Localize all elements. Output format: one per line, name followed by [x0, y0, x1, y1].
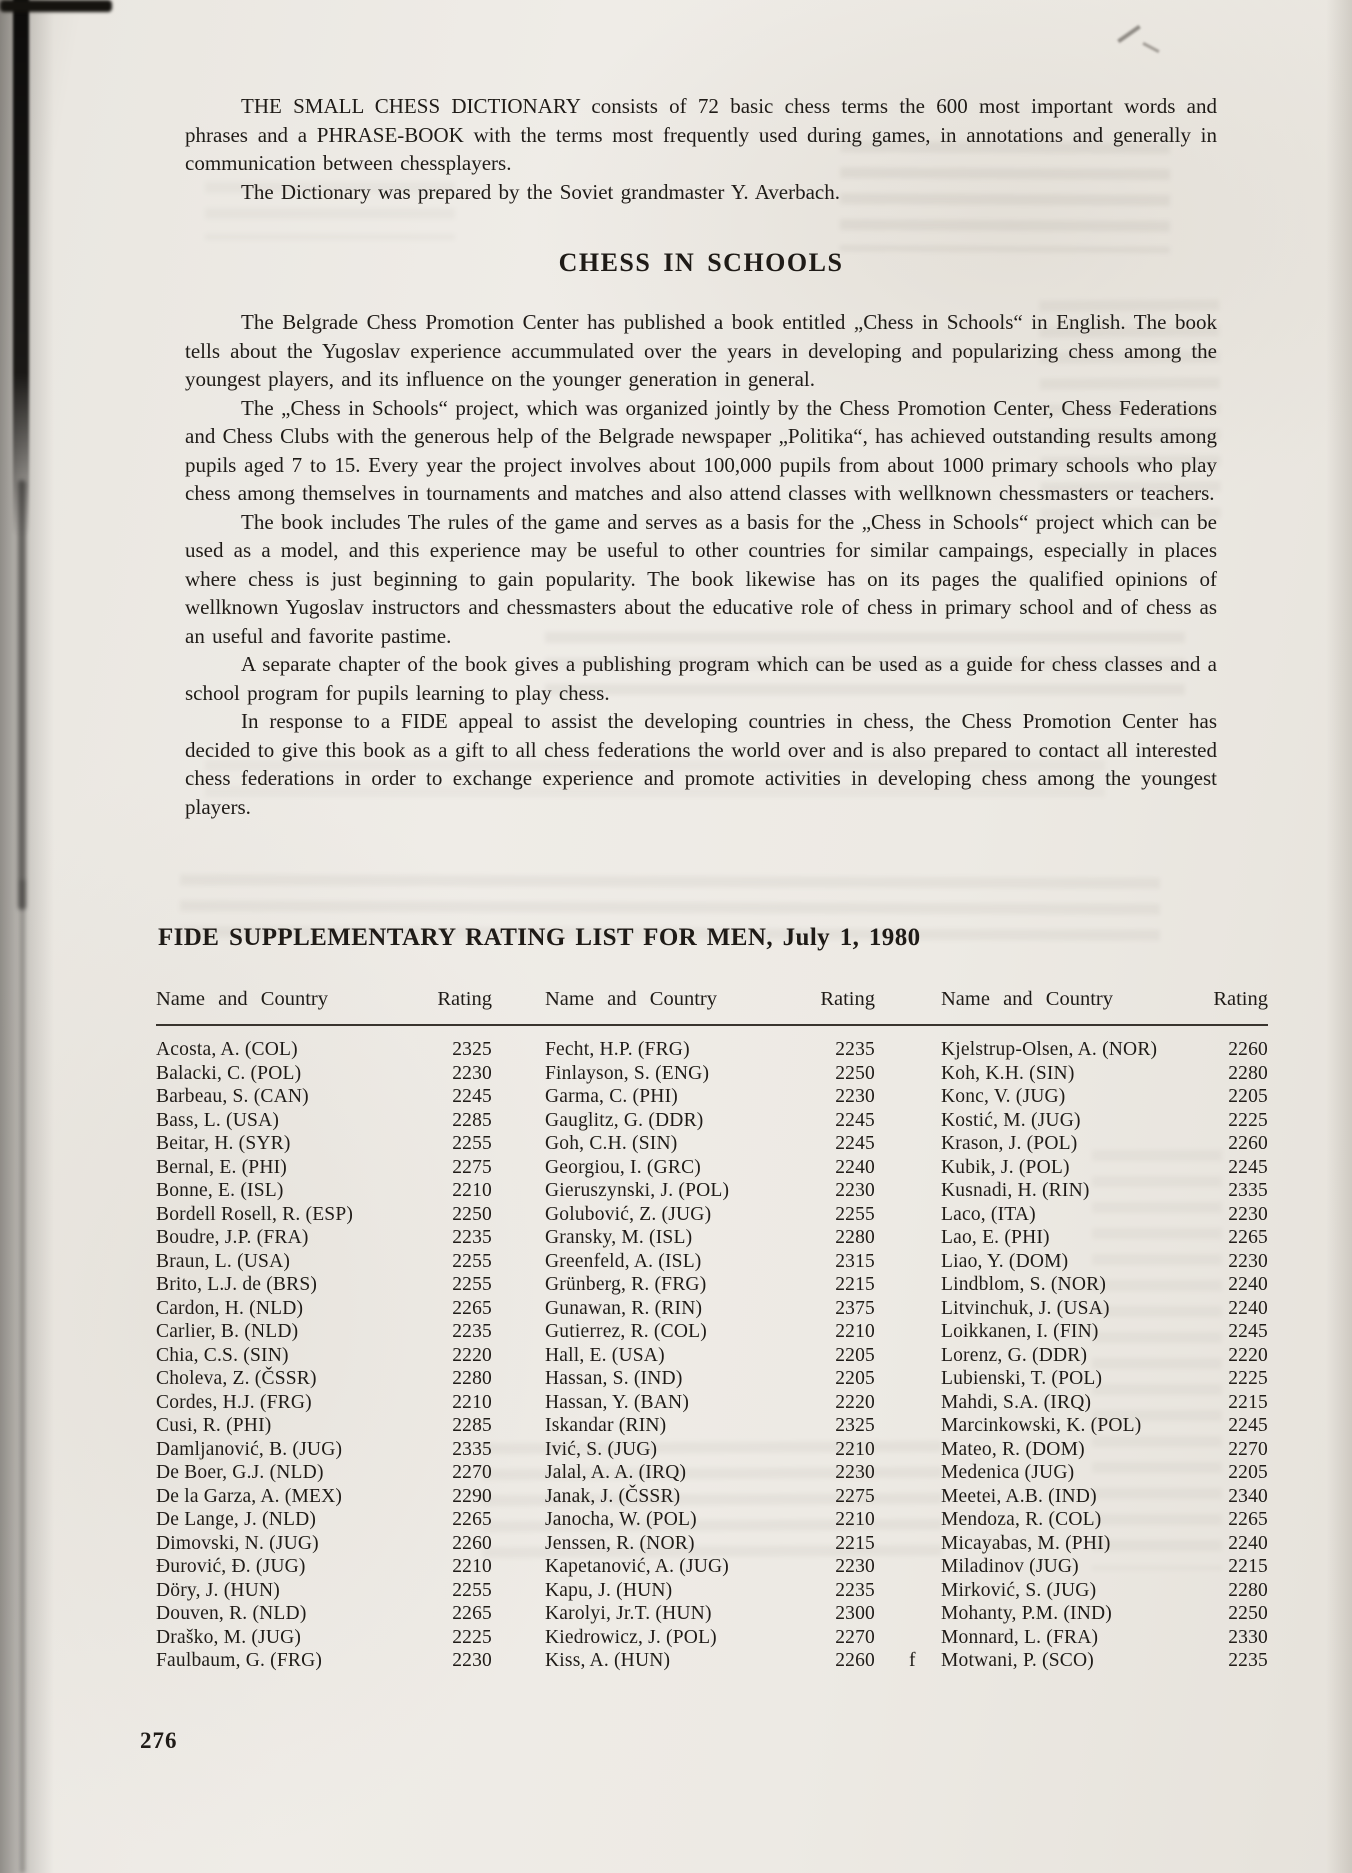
article-paragraph: The „Chess in Schools“ project, which was organized jointly by the Chess Promotion Center, Chess Federations and Chess Clubs with the generous help of the Belgrade newspaper „Politika“, has achieved outstanding results among pupils aged 7 to 15. Every year the project involves about 100,000 pupils from about 1000 primary schools who play chess among themselves in tournaments and matches and also attend classes with wellknown chessmasters or teachers. — [185, 395, 1217, 505]
player-name-country: Konc, V. (JUG) — [941, 1086, 1066, 1107]
intro-block — [185, 92, 1217, 206]
player-name-country: De la Garza, A. (MEX) — [156, 1485, 343, 1507]
table-row — [941, 1085, 1268, 1109]
player-name-country: Lindblom, S. (NOR) — [941, 1274, 1107, 1295]
player-rating: 2255 — [452, 1579, 492, 1601]
table-row — [156, 1391, 492, 1415]
player-rating: 2285 — [452, 1415, 492, 1436]
player-name-country: De Lange, J. (NLD) — [156, 1509, 317, 1530]
player-name-country: Carlier, B. (NLD) — [156, 1321, 299, 1342]
table-row — [941, 1555, 1268, 1579]
player-name-country: Kapetanović, A. (JUG) — [545, 1556, 729, 1577]
player-name-country: Finlayson, S. (ENG) — [545, 1062, 710, 1084]
intro-paragraph-2: The Dictionary was prepared by the Soviet grandmaster Y. Averbach. — [241, 179, 841, 204]
player-rating: 2280 — [1228, 1062, 1268, 1084]
player-rating: 2275 — [835, 1485, 875, 1507]
player-name-country: Garma, C. (PHI) — [545, 1086, 678, 1107]
table-row — [545, 1626, 875, 1650]
player-name-country: Hall, E. (USA) — [545, 1344, 665, 1366]
table-row — [156, 1414, 492, 1438]
header-rating: Rating — [820, 988, 875, 1010]
player-rating: 2255 — [452, 1133, 492, 1154]
player-name-country: Gutierrez, R. (COL) — [545, 1321, 707, 1342]
player-rating: 2280 — [452, 1368, 492, 1389]
player-name-country: Goh, C.H. (SIN) — [545, 1133, 678, 1154]
intro-paragraph-1: THE SMALL CHESS DICTIONARY consists of 72 basic chess terms the 600 most important words and phrases and a PHRASE-BOOK with the terms most frequently used during games, in annotations and generally in communication between chessplayers. — [185, 94, 1217, 175]
table-row — [156, 1555, 492, 1579]
player-name-country: Lubienski, T. (POL) — [941, 1368, 1103, 1389]
player-name-country: Georgiou, I. (GRC) — [545, 1156, 701, 1178]
player-title-prefix: f — [909, 1650, 916, 1671]
table-row — [941, 1508, 1268, 1532]
player-name-country: Faulbaum, G. (FRG) — [156, 1650, 323, 1671]
player-name-country: Bonne, E. (ISL) — [156, 1180, 284, 1201]
table-row — [545, 1320, 875, 1344]
player-rating: 2250 — [1228, 1603, 1268, 1624]
player-name-country: De Boer, G.J. (NLD) — [156, 1462, 324, 1483]
player-rating: 2210 — [452, 1556, 492, 1577]
table-row — [156, 1367, 492, 1391]
player-name-country: Litvinchuk, J. (USA) — [941, 1297, 1110, 1319]
player-rating: 2230 — [452, 1062, 492, 1084]
player-name-country: Balacki, C. (POL) — [156, 1062, 302, 1084]
binding-streak — [13, 0, 29, 537]
article-paragraph: The book includes The rules of the game and serves as a basis for the „Chess in Schools“ project which can be used as a model, and this experience may be useful to other countries for similar campaings, especially in places where chess is just beginning to gain popularity. The book likewise has on its pages the qualified opinions of wellknown Yugoslav instructors and chessmasters about the educative role of chess in primary school and of chess as an useful and favorite pastime. — [185, 509, 1217, 648]
scan-corner-mark — [0, 0, 112, 12]
player-name-country: Kapu, J. (HUN) — [545, 1579, 673, 1601]
table-row — [941, 1273, 1268, 1297]
player-name-country: Jenssen, R. (NOR) — [545, 1532, 695, 1554]
article-paragraph: In response to a FIDE appeal to assist the developing countries in chess, the Chess Promotion Center has decided to give this book as a gift to all chess federations the world over and is also prepared to contact all interested chess federations in order to exchange experience and promote activities in developing chess among the youngest players. — [185, 709, 1217, 819]
player-name-country: Gunawan, R. (RIN) — [545, 1297, 703, 1319]
player-rating: 2230 — [1228, 1250, 1268, 1272]
table-row — [941, 1391, 1268, 1415]
player-rating: 2265 — [1228, 1227, 1268, 1248]
table-row — [545, 1438, 875, 1462]
table-row — [941, 1485, 1268, 1509]
table-row — [545, 1109, 875, 1133]
table-row — [545, 1062, 875, 1086]
player-name-country: Kiss, A. (HUN) — [545, 1650, 671, 1671]
player-rating: 2230 — [835, 1462, 875, 1483]
table-row — [156, 1461, 492, 1485]
binding-streak — [18, 480, 26, 910]
player-name-country: Motwani, P. (SCO) — [941, 1650, 1094, 1671]
player-rating: 2245 — [1228, 1321, 1268, 1342]
player-rating: 2245 — [452, 1086, 492, 1107]
player-rating: 2260 — [452, 1532, 492, 1554]
player-name-country: Hassan, Y. (BAN) — [545, 1391, 690, 1413]
table-row — [941, 1602, 1268, 1626]
player-name-country: Karolyi, Jr.T. (HUN) — [545, 1603, 712, 1624]
table-row — [156, 1203, 492, 1227]
table-row — [941, 1438, 1268, 1462]
player-rating: 2205 — [1228, 1086, 1268, 1107]
table-row — [156, 1579, 492, 1603]
table-row — [941, 1038, 1268, 1062]
player-name-country: Gransky, M. (ISL) — [545, 1227, 693, 1248]
player-name-country: Lorenz, G. (DDR) — [941, 1344, 1088, 1366]
article-paragraph: The Belgrade Chess Promotion Center has published a book entitled „Chess in Schools“ in English. The book tells about the Yugoslav experience accummulated over the years in developing and popularizing chess among the youngest players, and its influence on the younger generation in general. — [185, 310, 1217, 391]
player-rating: 2225 — [1228, 1368, 1268, 1389]
table-row — [156, 1085, 492, 1109]
table-row — [156, 1062, 492, 1086]
player-rating: 2220 — [1228, 1344, 1268, 1366]
table-row — [941, 1297, 1268, 1321]
player-rating: 2335 — [1228, 1180, 1268, 1201]
table-row — [156, 1626, 492, 1650]
player-rating: 2270 — [1228, 1438, 1268, 1460]
player-rating: 2340 — [1228, 1485, 1268, 1507]
player-rating: 2230 — [835, 1556, 875, 1577]
table-row — [545, 1344, 875, 1368]
table-row — [156, 1132, 492, 1156]
player-name-country: Janak, J. (ČSSR) — [545, 1485, 681, 1507]
rating-table-column-2 — [545, 988, 875, 1673]
table-row — [156, 1250, 492, 1274]
player-name-country: Ivić, S. (JUG) — [545, 1438, 658, 1460]
player-rating: 2260 — [1228, 1133, 1268, 1154]
player-name-country: Medenica (JUG) — [941, 1462, 1075, 1483]
table-row — [941, 1320, 1268, 1344]
player-rating: 2240 — [1228, 1297, 1268, 1319]
player-name-country: Liao, Y. (DOM) — [941, 1250, 1069, 1272]
table-row — [156, 1156, 492, 1180]
table-row — [545, 1226, 875, 1250]
player-rating: 2375 — [835, 1297, 875, 1319]
player-name-country: Mendoza, R. (COL) — [941, 1509, 1102, 1530]
player-rating: 2275 — [452, 1156, 492, 1178]
player-rating: 2240 — [1228, 1274, 1268, 1295]
table-row — [156, 1038, 492, 1062]
player-name-country: Chia, C.S. (SIN) — [156, 1344, 289, 1366]
player-rating: 2290 — [452, 1485, 492, 1507]
player-name-country: Draško, M. (JUG) — [156, 1626, 302, 1648]
player-rating: 2210 — [835, 1438, 875, 1460]
player-name-country: Dimovski, N. (JUG) — [156, 1532, 319, 1554]
player-rating: 2235 — [835, 1039, 875, 1060]
player-name-country: Laco, (ITA) — [941, 1203, 1036, 1225]
table-row — [545, 1203, 875, 1227]
player-rating: 2270 — [835, 1626, 875, 1648]
player-rating: 2215 — [835, 1532, 875, 1554]
page-edge-shadow — [1326, 0, 1352, 1873]
table-row — [156, 1297, 492, 1321]
player-name-country: Cordes, H.J. (FRG) — [156, 1391, 312, 1413]
table-row — [545, 1485, 875, 1509]
player-rating: 2265 — [452, 1297, 492, 1319]
table-row — [545, 1038, 875, 1062]
player-rating: 2255 — [452, 1274, 492, 1295]
player-name-country: Hassan, S. (IND) — [545, 1368, 683, 1389]
pen-mark — [1142, 42, 1159, 53]
player-rating: 2230 — [452, 1650, 492, 1671]
player-rating: 2210 — [835, 1509, 875, 1530]
player-name-country: Damljanović, B. (JUG) — [156, 1438, 343, 1460]
player-rating: 2255 — [452, 1250, 492, 1272]
player-rating: 2225 — [1228, 1109, 1268, 1131]
player-rating: 2245 — [835, 1133, 875, 1154]
player-rating: 2210 — [835, 1321, 875, 1342]
table-row — [156, 1273, 492, 1297]
table-row — [941, 1203, 1268, 1227]
player-rating: 2280 — [835, 1227, 875, 1248]
table-row — [545, 1085, 875, 1109]
player-rating: 2260 — [835, 1650, 875, 1671]
player-rating: 2265 — [1228, 1509, 1268, 1530]
header-name-country: Name and Country — [941, 988, 1113, 1010]
table-header-rule — [156, 1024, 1268, 1026]
player-name-country: Mohanty, P.M. (IND) — [941, 1603, 1112, 1624]
table-row — [545, 1391, 875, 1415]
player-name-country: Gieruszynski, J. (POL) — [545, 1180, 730, 1201]
rating-list-title: FIDE SUPPLEMENTARY RATING LIST FOR MEN, July 1, 1980 — [158, 924, 921, 951]
player-name-country: Golubović, Z. (JUG) — [545, 1203, 712, 1225]
player-rating: 2205 — [835, 1368, 875, 1389]
player-name-country: Mateo, R. (DOM) — [941, 1438, 1085, 1460]
player-rating: 2230 — [835, 1086, 875, 1107]
player-rating: 2205 — [835, 1344, 875, 1366]
binding-streak — [20, 880, 25, 1873]
table-row — [545, 1508, 875, 1532]
rating-table-column-1 — [156, 988, 492, 1673]
player-name-country: Barbeau, S. (CAN) — [156, 1086, 309, 1107]
table-row — [545, 1156, 875, 1180]
player-name-country: Monnard, L. (FRA) — [941, 1626, 1099, 1648]
table-row — [156, 1226, 492, 1250]
player-rating: 2230 — [1228, 1203, 1268, 1225]
player-rating: 2260 — [1228, 1039, 1268, 1060]
player-rating: 2235 — [452, 1321, 492, 1342]
article-body — [185, 308, 1217, 821]
player-name-country: Fecht, H.P. (FRG) — [545, 1039, 690, 1060]
header-rating: Rating — [1213, 988, 1268, 1010]
player-name-country: Bass, L. (USA) — [156, 1109, 280, 1131]
player-rating: 2220 — [452, 1344, 492, 1366]
table-row — [545, 1461, 875, 1485]
table-row — [156, 1179, 492, 1203]
player-rating: 2235 — [452, 1227, 492, 1248]
table-row — [909, 1649, 1268, 1673]
player-name-country: Brito, L.J. de (BRS) — [156, 1274, 318, 1295]
player-rating: 2285 — [452, 1109, 492, 1131]
table-row — [156, 1344, 492, 1368]
player-name-country: Greenfeld, A. (ISL) — [545, 1250, 702, 1272]
player-rating: 2325 — [452, 1039, 492, 1060]
player-name-country: Beitar, H. (SYR) — [156, 1133, 291, 1154]
table-header — [545, 988, 875, 1018]
player-rating: 2245 — [1228, 1156, 1268, 1178]
table-row — [545, 1179, 875, 1203]
player-rating: 2335 — [452, 1438, 492, 1460]
pen-mark — [1117, 25, 1141, 43]
table-row — [545, 1367, 875, 1391]
table-header — [941, 988, 1268, 1018]
player-name-country: Koh, K.H. (SIN) — [941, 1062, 1075, 1084]
player-name-country: Mahdi, S.A. (IRQ) — [941, 1391, 1092, 1413]
player-name-country: Döry, J. (HUN) — [156, 1579, 280, 1601]
table-row — [941, 1109, 1268, 1133]
player-rating: 2325 — [835, 1415, 875, 1436]
player-name-country: Mirković, S. (JUG) — [941, 1579, 1097, 1601]
player-rating: 2300 — [835, 1603, 875, 1624]
player-name-country: Grünberg, R. (FRG) — [545, 1274, 707, 1295]
table-row — [941, 1367, 1268, 1391]
header-rating: Rating — [437, 988, 492, 1010]
player-rating: 2265 — [452, 1509, 492, 1530]
table-row — [941, 1414, 1268, 1438]
player-name-country: Marcinkowski, K. (POL) — [941, 1415, 1142, 1436]
table-row — [545, 1555, 875, 1579]
player-name-country: Cardon, H. (NLD) — [156, 1297, 304, 1319]
table-row — [941, 1179, 1268, 1203]
player-rating: 2215 — [1228, 1391, 1268, 1413]
player-name-country: Krason, J. (POL) — [941, 1133, 1078, 1154]
player-name-country: Bernal, E. (PHI) — [156, 1156, 287, 1178]
table-row — [941, 1132, 1268, 1156]
table-row — [941, 1579, 1268, 1603]
player-name-country: Acosta, A. (COL) — [156, 1039, 298, 1060]
table-header — [156, 988, 492, 1018]
table-row — [941, 1062, 1268, 1086]
player-name-country: Loikkanen, I. (FIN) — [941, 1321, 1099, 1342]
table-row — [941, 1532, 1268, 1556]
table-row — [545, 1132, 875, 1156]
player-name-country: Gauglitz, G. (DDR) — [545, 1109, 704, 1131]
rating-table-column-3 — [909, 988, 1268, 1673]
table-row — [545, 1297, 875, 1321]
player-name-country: Jalal, A. A. (IRQ) — [545, 1462, 687, 1483]
header-name-country: Name and Country — [545, 988, 717, 1010]
player-rating: 2215 — [835, 1274, 875, 1295]
table-row — [156, 1649, 492, 1673]
table-row — [156, 1485, 492, 1509]
player-rating: 2205 — [1228, 1462, 1268, 1483]
table-row — [941, 1226, 1268, 1250]
player-name-country: Miladinov (JUG) — [941, 1556, 1079, 1577]
player-name-country: Boudre, J.P. (FRA) — [156, 1227, 309, 1248]
player-rating: 2280 — [1228, 1579, 1268, 1601]
player-rating: 2255 — [835, 1203, 875, 1225]
player-name-country: Kubik, J. (POL) — [941, 1156, 1070, 1178]
table-row — [941, 1156, 1268, 1180]
table-row — [545, 1579, 875, 1603]
article-paragraph: A separate chapter of the book gives a publishing program which can be used as a guide for chess classes and a school program for pupils learning to play chess. — [185, 652, 1217, 705]
player-name-country: Bordell Rosell, R. (ESP) — [156, 1203, 354, 1225]
table-row — [156, 1320, 492, 1344]
table-row — [156, 1602, 492, 1626]
player-rating: 2235 — [1228, 1650, 1268, 1671]
table-row — [545, 1532, 875, 1556]
table-row — [156, 1109, 492, 1133]
player-name-country: Lao, E. (PHI) — [941, 1227, 1050, 1248]
table-row — [545, 1250, 875, 1274]
player-name-country: Kiedrowicz, J. (POL) — [545, 1626, 717, 1648]
player-rating: 2215 — [1228, 1556, 1268, 1577]
player-rating: 2210 — [452, 1391, 492, 1413]
player-rating: 2315 — [835, 1250, 875, 1272]
player-name-country: Douven, R. (NLD) — [156, 1603, 307, 1624]
player-rating: 2240 — [835, 1156, 875, 1178]
section-heading: CHESS IN SCHOOLS — [558, 248, 844, 277]
table-row — [941, 1250, 1268, 1274]
player-rating: 2240 — [1228, 1532, 1268, 1554]
player-rating: 2250 — [452, 1203, 492, 1225]
table-row — [156, 1438, 492, 1462]
table-row — [941, 1461, 1268, 1485]
player-rating: 2245 — [1228, 1415, 1268, 1436]
player-rating: 2220 — [835, 1391, 875, 1413]
table-row — [941, 1344, 1268, 1368]
header-name-country: Name and Country — [156, 988, 328, 1010]
player-rating: 2225 — [452, 1626, 492, 1648]
player-name-country: Braun, L. (USA) — [156, 1250, 291, 1272]
player-name-country: Choleva, Z. (ČSSR) — [156, 1368, 317, 1389]
player-name-country: Iskandar (RIN) — [545, 1415, 667, 1436]
player-name-country: Cusi, R. (PHI) — [156, 1415, 272, 1436]
table-row — [156, 1532, 492, 1556]
table-row — [156, 1508, 492, 1532]
player-name-country: Janocha, W. (POL) — [545, 1509, 697, 1530]
player-name-country: Kjelstrup-Olsen, A. (NOR) — [941, 1039, 1158, 1060]
player-rating: 2330 — [1228, 1626, 1268, 1648]
player-name-country: Meetei, A.B. (IND) — [941, 1485, 1097, 1507]
table-row — [545, 1414, 875, 1438]
player-rating: 2245 — [835, 1109, 875, 1131]
table-row — [545, 1602, 875, 1626]
page-number: 276 — [140, 1728, 178, 1753]
player-name-country: Kostić, M. (JUG) — [941, 1109, 1081, 1131]
table-row — [545, 1273, 875, 1297]
player-rating: 2230 — [835, 1180, 875, 1201]
table-row — [941, 1626, 1268, 1650]
player-rating: 2210 — [452, 1180, 492, 1201]
player-rating: 2265 — [452, 1603, 492, 1624]
player-name-country: Kusnadi, H. (RIN) — [941, 1180, 1090, 1201]
player-name-country: Micayabas, M. (PHI) — [941, 1532, 1111, 1554]
table-row — [545, 1649, 875, 1673]
player-name-country: Đurović, Đ. (JUG) — [156, 1556, 306, 1577]
player-rating: 2250 — [835, 1062, 875, 1084]
player-rating: 2270 — [452, 1462, 492, 1483]
player-rating: 2235 — [835, 1579, 875, 1601]
